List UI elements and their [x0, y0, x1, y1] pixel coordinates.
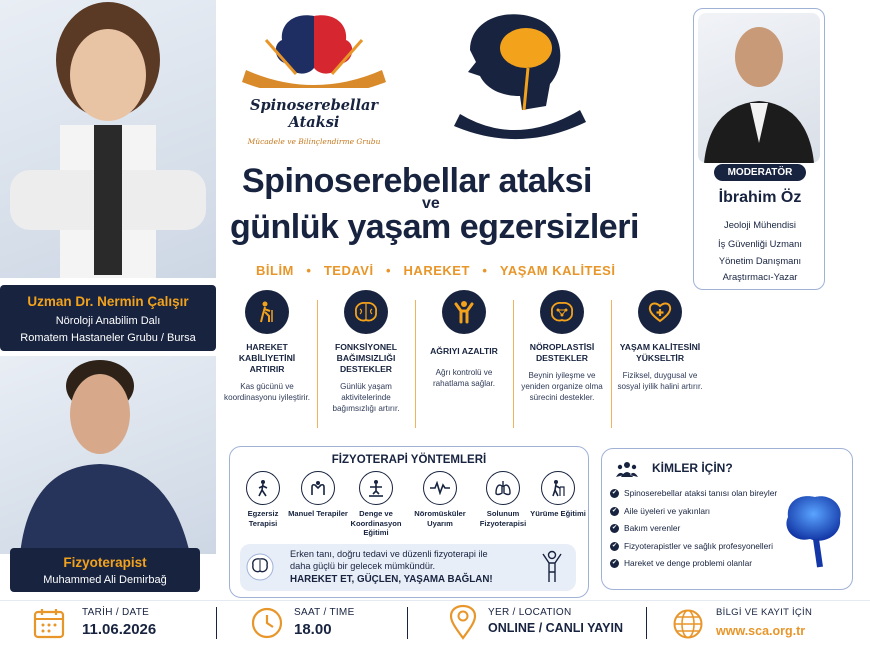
date-value: 11.06.2026 [82, 621, 157, 638]
location-label: YER / LOCATION [488, 607, 572, 618]
method-gait [528, 471, 588, 519]
method-manual [288, 471, 348, 519]
audience-item: ✔ Bakım verenler [610, 520, 777, 538]
info-label: BİLGİ VE KAYIT İÇİN [716, 607, 813, 618]
speaker2-portrait [0, 356, 216, 554]
benefit-title: FONKSİYONEL BAĞIMSIZLIĞI DESTEKLER [334, 342, 398, 374]
benefit-desc: Günlük yaşam aktivitelerinde bağımsızlığı artırır. [332, 382, 400, 413]
brain-icon [246, 553, 274, 581]
moderator-role-2: İş Güvenliği Uzmanı [718, 238, 802, 249]
calendar-icon [32, 606, 66, 640]
benefit-pain [418, 290, 510, 389]
pillar-1: BİLİM [256, 263, 294, 278]
speaker2-namecard [10, 548, 200, 592]
method-exercise [233, 471, 293, 528]
hands-icon [301, 471, 335, 505]
globe-icon [672, 608, 704, 640]
moderator-portrait [698, 13, 820, 163]
benefit-desc: Beynin iyileşme ve yeniden organize olma sürecini destekler. [521, 371, 603, 402]
note-cta: HAREKET ET, GÜÇLEN, YAŞAMA BAĞLAN! [290, 574, 493, 585]
audience-panel [601, 448, 853, 590]
methods-title: FİZYOTERAPİ YÖNTEMLERİ [331, 454, 487, 466]
moderator-name: İbrahim Öz [718, 189, 802, 206]
walking-cane-icon [245, 290, 289, 334]
method-label: Egzersiz Terapisi [247, 509, 279, 528]
lungs-icon [486, 471, 520, 505]
brain-icon [344, 290, 388, 334]
head-brain-illustration [440, 10, 592, 142]
benefit-independence [320, 290, 412, 414]
benefit-mobility [221, 290, 313, 403]
sca-logo [236, 10, 392, 146]
speaker1-photo [0, 0, 216, 278]
pillar-2: TEDAVİ [323, 263, 374, 278]
time-label: SAAT / TIME [294, 607, 355, 618]
benefit-divider [513, 300, 514, 428]
balance-icon [359, 471, 393, 505]
note-line2: daha güçlü bir gelecek mümkündür. [290, 561, 436, 571]
benefit-desc: Fiziksel, duygusal ve sosyal iyilik halini artırır. [617, 371, 703, 391]
audience-title: KİMLER İÇİN? [652, 461, 733, 475]
benefit-title: HAREKET KABİLİYETİNİ ARTIRIR [238, 342, 296, 374]
audience-item: ✔ Aile üyeleri ve yakınları [610, 503, 777, 521]
date-label: TARİH / DATE [82, 607, 150, 618]
moderator-photo [698, 13, 820, 163]
benefit-quality [614, 290, 706, 392]
speaker2-title: Fizyoterapist [63, 555, 147, 570]
speaker1-dept: Nöroloji Anabilim Dalı [55, 315, 161, 327]
location-value: ONLINE / CANLI YAYIN [488, 621, 623, 635]
logo-subtitle: Mücadele ve Bilinçlendirme Grubu [247, 137, 381, 146]
methods-note [240, 544, 576, 591]
benefit-divider [611, 300, 612, 428]
brain-network-icon [540, 290, 584, 334]
method-neuromuscular [410, 471, 470, 528]
speaker1-namecard [0, 285, 216, 351]
benefit-neuroplasticity [516, 290, 608, 403]
footer-divider [216, 607, 217, 639]
moderator-role-1: Jeoloji Mühendisi [724, 219, 796, 230]
pillar-sep-3: • [482, 263, 488, 278]
speaker1-hospital: Romatem Hastaneler Grubu / Bursa [20, 332, 196, 344]
method-label: Denge ve Koordinasyon Eğitimi [350, 509, 402, 537]
pillar-3: HAREKET [403, 263, 470, 278]
moderator-role-3: Yönetim Danışmanı [718, 255, 802, 266]
moderator-role-4: Araştırmacı-Yazar [722, 271, 798, 282]
audience-item: ✔ Hareket ve denge problemi olanlar [610, 555, 777, 573]
info-link[interactable]: www.sca.org.tr [716, 624, 806, 638]
speaker1-name: Uzman Dr. Nermin Çalışır [27, 294, 189, 309]
method-balance [346, 471, 406, 538]
footer-divider [407, 607, 408, 639]
benefit-title: AĞRIYI AZALTIR [430, 346, 498, 356]
benefit-title: NÖROPLASTİSİ DESTEKLER [529, 342, 595, 363]
heart-plus-icon [638, 290, 682, 334]
headline-line2: günlük yaşam egzersizleri [230, 208, 639, 246]
benefit-desc: Ağrı kontrolü ve rahatlama sağlar. [432, 368, 496, 388]
pillars-row [256, 262, 636, 280]
moderator-card [693, 8, 825, 290]
person-arms-up-icon [540, 550, 564, 584]
benefit-title: YAŞAM KALİTESİNİ YÜKSELTİR [619, 342, 701, 363]
person-arms-up-icon [442, 290, 486, 334]
group-icon [616, 461, 638, 477]
head-profile-brain-icon [440, 10, 592, 142]
walking-icon [246, 471, 280, 505]
pillar-sep-1: • [306, 263, 312, 278]
brain-ribbon-icon [236, 10, 392, 88]
audience-item: ✔ Fizyoterapistler ve sağlık profesyonelleri [610, 538, 777, 556]
pillar-4: YAŞAM KALİTESİ [499, 263, 616, 278]
methods-panel [229, 446, 589, 598]
method-label: Manuel Terapiler [288, 509, 348, 518]
speaker2-photo [0, 356, 216, 554]
method-label: Yürüme Eğitimi [530, 509, 586, 518]
benefit-desc: Kas gücünü ve koordinasyonu iyileştirir. [224, 382, 310, 402]
logo-title: Spinoserebellar Ataksi [249, 97, 378, 131]
footer-divider [646, 607, 647, 639]
glowing-brain-icon [780, 489, 850, 569]
note-line1: Erken tanı, doğru tedavi ve düzenli fizyoterapi ile [290, 549, 488, 559]
clock-icon [250, 606, 284, 640]
headline-connector: ve [422, 195, 440, 212]
method-label: Nöromüsküler Uyarım [414, 509, 466, 528]
speaker2-name: Muhammed Ali Demirbağ [43, 574, 167, 586]
pillar-sep-2: • [386, 263, 392, 278]
location-pin-icon [448, 604, 478, 640]
benefit-divider [415, 300, 416, 428]
audience-item: ✔ Spinoserebellar ataksi tanısı olan bireyler [610, 485, 777, 503]
walker-icon [541, 471, 575, 505]
method-label: Solunum Fizyoterapisi [479, 509, 527, 528]
time-value: 18.00 [294, 621, 332, 638]
benefit-divider [317, 300, 318, 428]
speaker1-portrait [0, 0, 216, 278]
pulse-icon [423, 471, 457, 505]
audience-list [610, 485, 777, 573]
moderator-badge: MODERATÖR [714, 164, 806, 181]
headline-line1: Spinoserebellar ataksi [242, 162, 592, 200]
method-respiratory [473, 471, 533, 528]
